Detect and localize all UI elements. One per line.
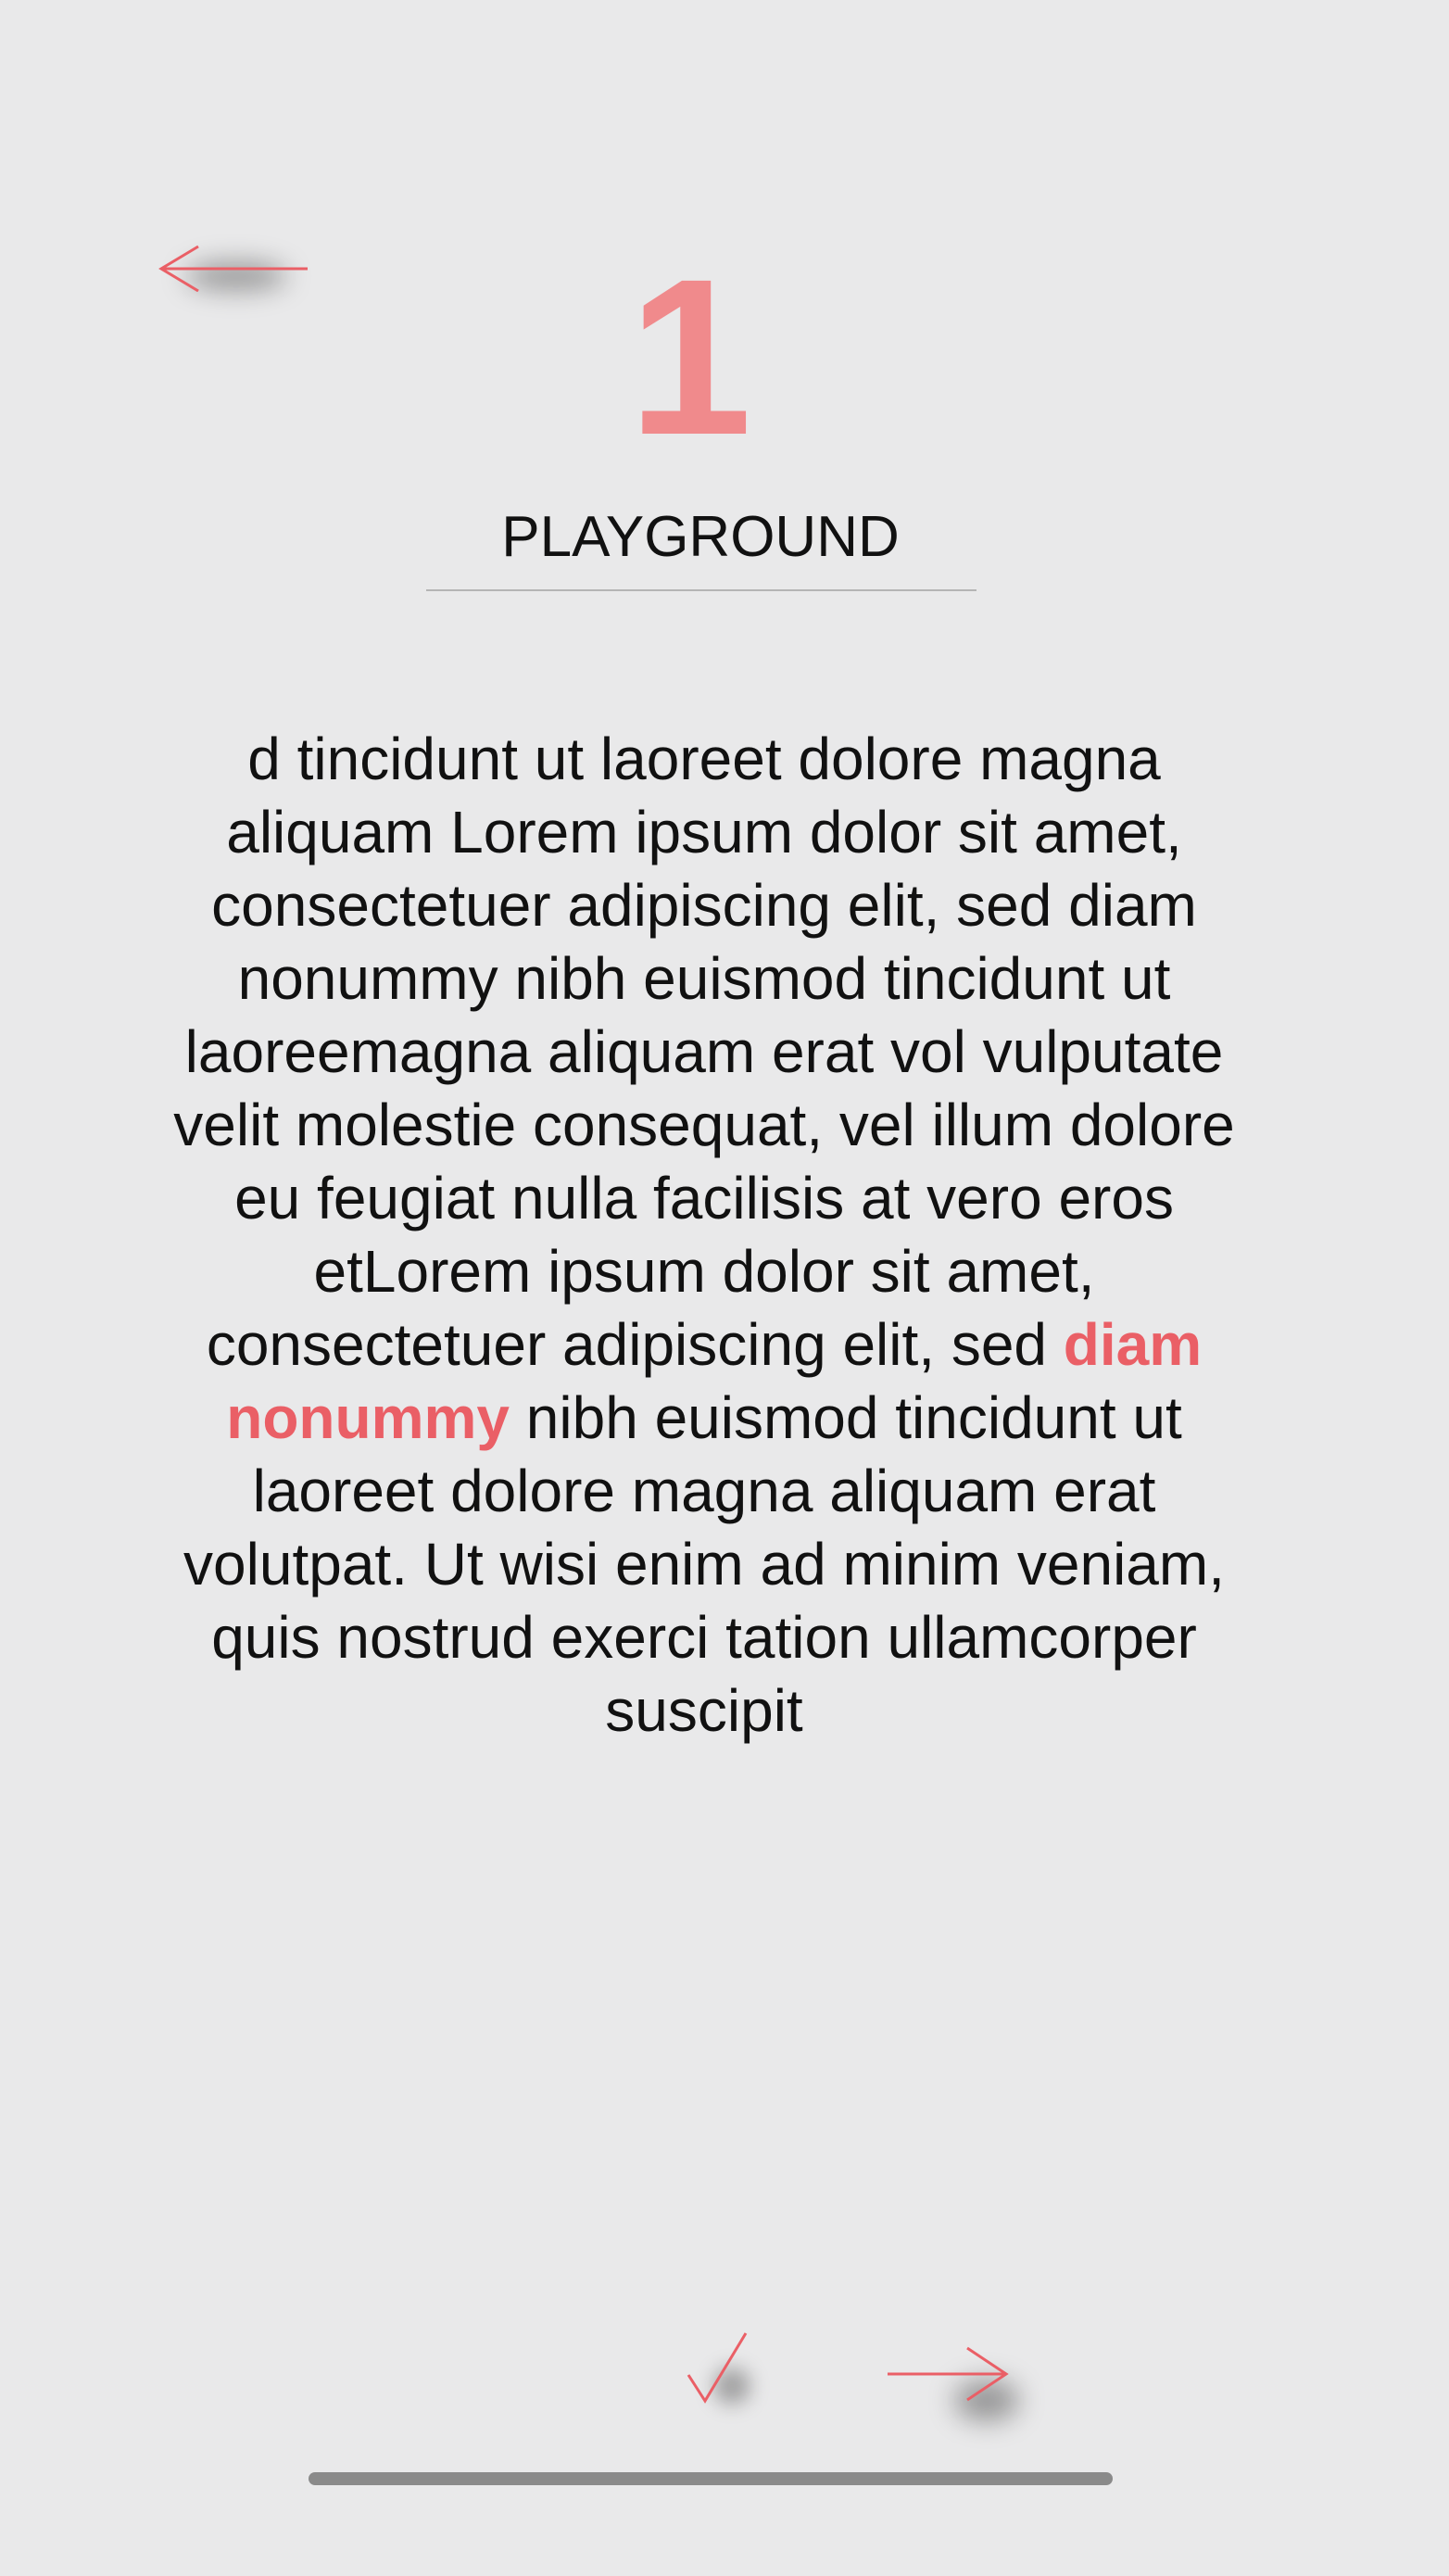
- checkmark-icon: [681, 2330, 774, 2414]
- arrow-right-icon: [886, 2342, 1015, 2407]
- body-text-start: d tincidunt ut laoreet dolore magna aliquam Lorem ipsum dolor sit amet, consectetuer adipiscing elit, sed diam nonummy nibh euismod tincidunt ut laoreemagna aliquam erat vol vulputate velit molestie consequat, vel illum dolore eu feugiat nulla facilisis at vero eros etLorem ipsum dolor sit amet, consectetuer adipiscing elit, sed: [173, 726, 1235, 1378]
- confirm-button[interactable]: [681, 2330, 774, 2414]
- next-button[interactable]: [880, 2342, 1056, 2435]
- highlighted-text: diam nonummy: [226, 1311, 1203, 1451]
- home-indicator[interactable]: [309, 2472, 1113, 2485]
- body-text-end: nibh euismod tincidunt ut laoreet dolore magna aliquam erat volutpat. Ut wisi enim ad minim veniam, quis nostrud exerci tation ullamcorper suscipit: [183, 1384, 1225, 1744]
- page-title: PLAYGROUND: [501, 505, 900, 569]
- body-text: [158, 723, 1251, 1748]
- title-divider: [426, 589, 976, 591]
- page-number: 1: [628, 233, 752, 481]
